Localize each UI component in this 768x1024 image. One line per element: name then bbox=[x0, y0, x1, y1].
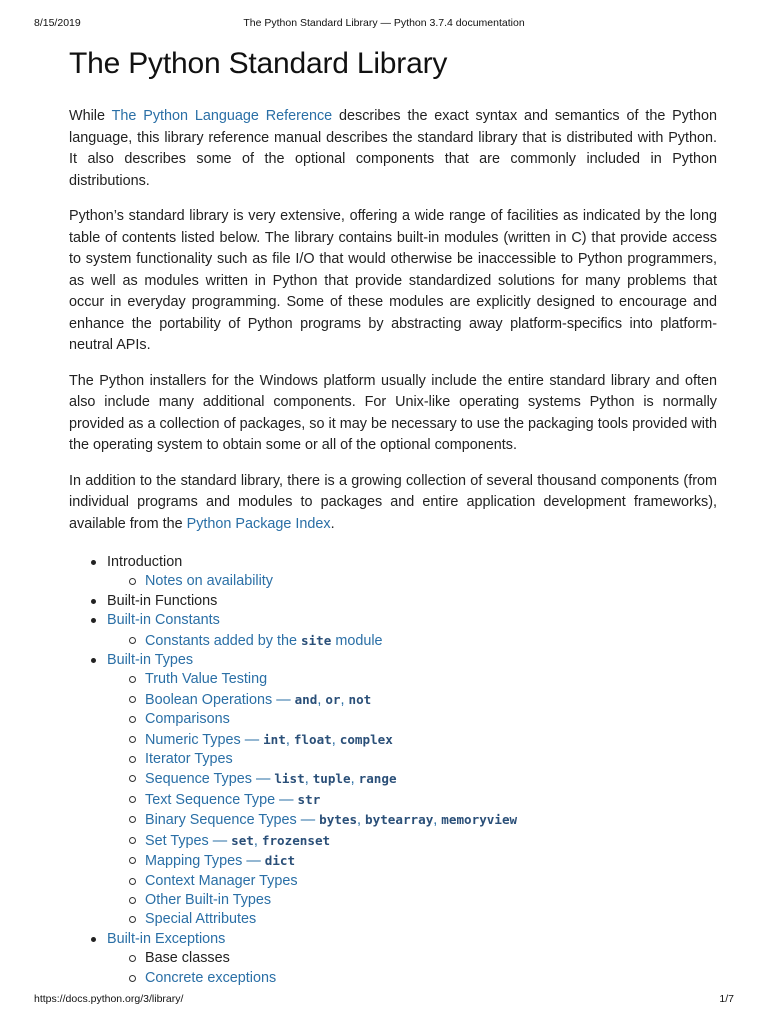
package-index-text-start: In addition to the standard library, there is a growing collection of several thousand components (from individual programs and modules to packages and entire application development frameworks), available from the bbox=[69, 472, 717, 532]
toc-item-builtin-types bbox=[69, 651, 717, 930]
toc-link-boolean-operations[interactable] bbox=[145, 692, 371, 708]
toc-link-builtin-constants[interactable]: Built-in Constants bbox=[107, 612, 220, 629]
package-index-text-end: . bbox=[330, 515, 335, 532]
toc-item-builtin-constants bbox=[69, 611, 717, 651]
toc-sublist-introduction bbox=[107, 572, 717, 591]
code-tuple: tuple bbox=[312, 771, 351, 787]
link-text: module bbox=[331, 632, 383, 649]
language-reference-link[interactable]: The Python Language Reference bbox=[111, 108, 333, 124]
toc-subitem bbox=[107, 670, 717, 689]
library-scope-paragraph: Python’s standard library is very extensive, offering a wide range of facilities as indicated by the long table of contents listed below. The library contains built-in modules (written in C) that provide access to system functionality such as file I/O that would otherwise be inaccessible to Python programmers, as well as modules written in Python that provide standardized solutions for many problems that occur in everyday programming. Some of these modules are explicitly designed to encourage and enhance the portability of Python programs by abstracting away platform-specifics into platform-neutral APIs. bbox=[69, 208, 717, 353]
toc-subitem bbox=[107, 949, 717, 968]
code-str: str bbox=[297, 791, 321, 807]
code-float: float bbox=[293, 731, 332, 747]
toc-subitem bbox=[107, 790, 717, 810]
page-number: 1/7 bbox=[719, 993, 734, 1005]
separator: , bbox=[317, 691, 326, 708]
toc-item-builtin-exceptions bbox=[69, 930, 717, 988]
print-header bbox=[0, 17, 768, 31]
toc-subitem bbox=[107, 769, 717, 789]
code-memoryview: memoryview bbox=[441, 812, 518, 828]
print-date: 8/15/2019 bbox=[34, 17, 81, 29]
code-or: or bbox=[325, 691, 341, 707]
main-content bbox=[69, 44, 717, 988]
toc-link-numeric-types[interactable] bbox=[145, 732, 393, 748]
toc-link-concrete-exceptions[interactable]: Concrete exceptions bbox=[145, 969, 277, 986]
toc-link-text-sequence-type[interactable] bbox=[145, 792, 320, 808]
page-title: The Python Standard Library bbox=[69, 47, 448, 80]
toc-link-builtin-functions[interactable]: Built-in Functions bbox=[107, 592, 218, 609]
link-text: Binary Sequence Types — bbox=[145, 812, 320, 829]
toc-link-comparisons[interactable]: Comparisons bbox=[145, 711, 230, 728]
code-complex: complex bbox=[339, 731, 393, 747]
toc-link-context-manager-types[interactable]: Context Manager Types bbox=[145, 872, 298, 889]
toc-subitem bbox=[107, 710, 717, 729]
code-list: list bbox=[274, 771, 305, 787]
toc-subitem bbox=[107, 851, 717, 871]
code-and: and bbox=[294, 691, 318, 707]
package-index-paragraph bbox=[69, 471, 717, 536]
intro-text-end: describes the exact syntax and semantics of the Python language, this library reference manual describes the standard library that is distributed with Python. It also describes some of the optional components that are commonly included in Python distributions. bbox=[69, 108, 717, 189]
code-set: set bbox=[231, 832, 254, 848]
toc-subitem bbox=[107, 810, 717, 830]
toc-link-truth-value-testing[interactable]: Truth Value Testing bbox=[145, 671, 268, 688]
toc-subitem bbox=[107, 730, 717, 750]
toc-subitem bbox=[107, 872, 717, 891]
installers-paragraph: The Python installers for the Windows platform usually include the entire standard library and often also include many additional components. For Unix-like operating systems Python is normally provided as a collection of packages, so it may be necessary to use the packaging tools provided with the operating system to obtain some or all of the optional components. bbox=[69, 372, 717, 453]
link-text: Sequence Types — bbox=[145, 771, 275, 788]
toc-sublist-builtin-types bbox=[107, 670, 717, 929]
toc-subitem bbox=[107, 631, 717, 651]
package-index-link[interactable]: Python Package Index bbox=[186, 515, 331, 532]
separator: , bbox=[285, 731, 294, 748]
link-text: Constants added by the bbox=[145, 632, 302, 649]
separator: , bbox=[253, 832, 262, 849]
code-frozenset: frozenset bbox=[261, 832, 331, 848]
toc-subitem bbox=[107, 572, 717, 591]
code-bytes: bytes bbox=[319, 812, 358, 828]
intro-text-start: While bbox=[69, 108, 112, 124]
toc-subitem bbox=[107, 831, 717, 851]
intro-paragraph bbox=[69, 106, 717, 192]
code-bytearray: bytearray bbox=[365, 812, 434, 828]
toc-item-builtin-functions bbox=[69, 592, 717, 611]
print-page-title: The Python Standard Library — Python 3.7.4 documentation bbox=[243, 17, 525, 29]
toc-subitem bbox=[107, 969, 717, 988]
table-of-contents bbox=[69, 553, 717, 988]
link-text: Boolean Operations — bbox=[145, 691, 295, 708]
toc-link-builtin-exceptions[interactable]: Built-in Exceptions bbox=[107, 930, 226, 947]
toc-link-binary-sequence-types[interactable] bbox=[145, 812, 517, 828]
link-text: Numeric Types — bbox=[145, 731, 264, 748]
toc-link-sequence-types[interactable] bbox=[145, 771, 397, 787]
link-text: Text Sequence Type — bbox=[145, 791, 298, 808]
toc-sublist-builtin-constants bbox=[107, 631, 717, 651]
toc-link-builtin-types[interactable]: Built-in Types bbox=[107, 652, 194, 669]
link-text: Mapping Types — bbox=[145, 853, 265, 870]
toc-link-special-attributes[interactable]: Special Attributes bbox=[145, 911, 257, 928]
toc-link-constants-added-by-site[interactable] bbox=[145, 633, 383, 649]
toc-link-set-types[interactable] bbox=[145, 833, 330, 849]
toc-link-other-builtin-types[interactable]: Other Built-in Types bbox=[145, 891, 272, 908]
toc-subitem bbox=[107, 750, 717, 769]
code-int: int bbox=[263, 731, 286, 747]
toc-link-notes-on-availability[interactable]: Notes on availability bbox=[145, 573, 273, 590]
separator: , bbox=[340, 691, 349, 708]
separator: , bbox=[331, 731, 340, 748]
separator: , bbox=[433, 812, 442, 829]
print-url: https://docs.python.org/3/library/ bbox=[34, 993, 184, 1005]
code-site: site bbox=[301, 632, 332, 648]
toc-subitem bbox=[107, 910, 717, 929]
toc-item-introduction bbox=[69, 553, 717, 592]
code-range: range bbox=[358, 771, 397, 787]
separator: , bbox=[357, 812, 366, 829]
toc-link-mapping-types[interactable] bbox=[145, 853, 295, 869]
toc-link-introduction[interactable]: Introduction bbox=[107, 554, 183, 570]
toc-subitem bbox=[107, 690, 717, 710]
toc-subitem bbox=[107, 891, 717, 910]
toc-link-base-classes[interactable]: Base classes bbox=[145, 950, 230, 967]
separator: , bbox=[350, 771, 359, 788]
toc-sublist-builtin-exceptions bbox=[107, 949, 717, 988]
toc-link-iterator-types[interactable]: Iterator Types bbox=[145, 751, 233, 768]
separator: , bbox=[304, 771, 313, 788]
link-text: Set Types — bbox=[145, 832, 232, 849]
code-not: not bbox=[348, 691, 372, 707]
code-dict: dict bbox=[264, 853, 296, 869]
print-footer bbox=[0, 993, 768, 1007]
